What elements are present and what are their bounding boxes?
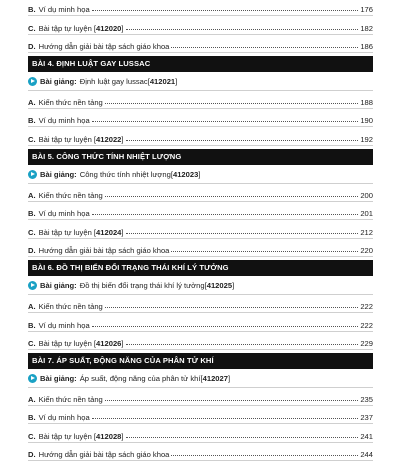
section-header[interactable]: BÀI 4. ĐỊNH LUẬT GAY LUSSAC [28,56,373,72]
lecture-title: Định luật gay lussac [79,76,148,86]
entry-text-label: Bài tập tự luyện [38,227,94,237]
entry-text: Kiến thức nền tảng [38,98,103,108]
toc-entry[interactable] [28,220,373,238]
section-header[interactable]: BÀI 7. ÁP SUẤT, ĐỘNG NĂNG CỦA PHÂN TỬ KHÍ [28,353,373,369]
entry-letter: B. [28,5,36,15]
toc-entry[interactable] [28,388,373,406]
toc-entry[interactable] [28,443,373,461]
entry-text: Hướng dẫn giải bài tập sách giáo khoa [38,41,170,51]
leader-dots [171,455,358,456]
entry-letter: D. [28,245,36,255]
toc-entry[interactable] [28,424,373,442]
entry-page: 176 [360,5,373,15]
entry-text: Bài tập tự luyện [412022] [38,134,124,144]
entry-page: 220 [360,245,373,255]
entry-page: 229 [360,338,373,348]
leader-dots [126,233,359,234]
entry-page: 244 [360,450,373,460]
toc-entry[interactable] [28,184,373,202]
entry-text: Hướng dẫn giải bài tập sách giáo khoa [38,450,170,460]
leader-dots [92,121,359,122]
entry-text: Kiến thức nền tảng [38,395,103,405]
entry-page: 237 [360,413,373,423]
entry-page: 222 [360,320,373,330]
leader-dots [126,344,359,345]
entry-text: Bài tập tự luyện [412028] [38,431,124,441]
play-icon [28,281,37,290]
entry-page: 192 [360,134,373,144]
lecture-label: Bài giảng: [40,76,77,86]
entry-text: Hướng dẫn giải bài tập sách giáo khoa [38,245,170,255]
entry-text: Bài tập tự luyện [412024] [38,227,124,237]
toc-entry[interactable] [28,35,373,53]
entry-letter: B. [28,320,36,330]
leader-dots [126,437,359,438]
entry-code: 412026 [96,338,122,348]
entry-text-label: Bài tập tự luyện [38,338,94,348]
leader-dots [105,400,359,401]
entry-letter: D. [28,41,36,51]
section-header[interactable]: BÀI 6. ĐỒ THỊ BIẾN ĐỔI TRẠNG THÁI KHÍ LÝ TƯỞNG [28,260,373,276]
toc-entry[interactable] [28,406,373,424]
entry-text: Ví dụ minh họa [38,5,90,15]
leader-dots [171,251,358,252]
lecture-label: Bài giảng: [40,373,77,383]
toc-entry[interactable] [28,16,373,34]
entry-letter: A. [28,395,36,405]
lecture-link[interactable]: Bài giảng: Đồ thị biến đổi trạng thái khí lý tưởng [ 412025 ] [28,276,373,295]
entry-text: Bài tập tự luyện [412020] [38,23,124,33]
lecture-title: Đồ thị biến đổi trạng thái khí lý tưởng [79,280,205,290]
entry-page: 235 [360,395,373,405]
section-bai-6 [28,260,373,350]
leader-dots [92,326,359,327]
section-bai-7 [28,353,373,461]
section-header[interactable]: BÀI 5. CÔNG THỨC TÍNH NHIỆT LƯỢNG [28,149,373,165]
leader-dots [126,140,359,141]
lecture-label: Bài giảng: [40,169,77,179]
entry-text: Ví dụ minh họa [38,320,90,330]
play-icon [28,170,37,179]
entry-page: 190 [360,116,373,126]
lecture-code: 412027 [202,373,228,383]
entry-page: 222 [360,302,373,312]
leader-dots [92,10,359,11]
section-bai-4 [28,56,373,146]
top-entries [28,0,373,53]
entry-code: 412020 [96,23,122,33]
leader-dots [92,418,359,419]
entry-letter: A. [28,302,36,312]
play-icon [28,374,37,383]
lecture-link[interactable]: Bài giảng: Áp suất, động năng của phân tử khí [ 412027 ] [28,369,373,388]
entry-code: 412022 [96,134,122,144]
entry-letter: C. [28,338,36,348]
entry-letter: A. [28,98,36,108]
entry-text-label: Bài tập tự luyện [38,134,94,144]
toc-entry[interactable] [28,295,373,313]
toc-entry[interactable] [28,202,373,220]
entry-letter: C. [28,134,36,144]
toc-entry[interactable] [28,91,373,109]
lecture-title: Công thức tính nhiệt lượng [79,169,171,179]
entry-page: 188 [360,98,373,108]
lecture-code: 412025 [206,280,233,290]
toc-entry[interactable] [28,127,373,145]
play-icon [28,77,37,86]
lecture-code: 412023 [172,169,199,179]
entry-page: 182 [360,23,373,33]
entry-letter: B. [28,209,36,219]
leader-dots [105,103,359,104]
leader-dots [171,47,358,48]
leader-dots [105,196,359,197]
entry-text: Bài tập tự luyện [412026] [38,338,124,348]
toc-entry[interactable] [28,0,373,16]
entry-letter: C. [28,227,36,237]
entry-text: Ví dụ minh họa [38,413,90,423]
lecture-link[interactable]: Bài giảng: Định luật gay lussac [ 412021 ] [28,72,373,91]
leader-dots [105,307,359,308]
entry-page: 186 [360,41,373,51]
entry-page: 200 [360,191,373,201]
toc-entry[interactable] [28,239,373,257]
entry-code: 412028 [96,431,122,441]
section-bai-5 [28,149,373,257]
toc-entry[interactable] [28,313,373,331]
entry-page: 241 [360,431,373,441]
entry-code: 412024 [96,227,122,237]
toc-entry[interactable] [28,109,373,127]
entry-text: Ví dụ minh họa [38,209,90,219]
leader-dots [92,214,359,215]
entry-page: 212 [360,227,373,237]
lecture-label: Bài giảng: [40,280,77,290]
leader-dots [126,29,359,30]
entry-letter: D. [28,450,36,460]
entry-letter: B. [28,413,36,423]
entry-text: Kiến thức nền tảng [38,302,103,312]
lecture-link[interactable]: Bài giảng: Công thức tính nhiệt lượng [ 412023 ] [28,165,373,184]
toc-entry[interactable] [28,332,373,350]
entry-letter: A. [28,191,36,201]
lecture-code: 412021 [149,76,176,86]
entry-letter: C. [28,23,36,33]
entry-page: 201 [360,209,373,219]
entry-text: Ví dụ minh họa [38,116,90,126]
entry-letter: B. [28,116,36,126]
entry-text-label: Bài tập tự luyện [38,431,94,441]
entry-text: Kiến thức nền tảng [38,191,103,201]
lecture-title: Áp suất, động năng của phân tử khí [79,373,201,383]
entry-letter: C. [28,431,36,441]
entry-text-label: Bài tập tự luyện [38,23,94,33]
